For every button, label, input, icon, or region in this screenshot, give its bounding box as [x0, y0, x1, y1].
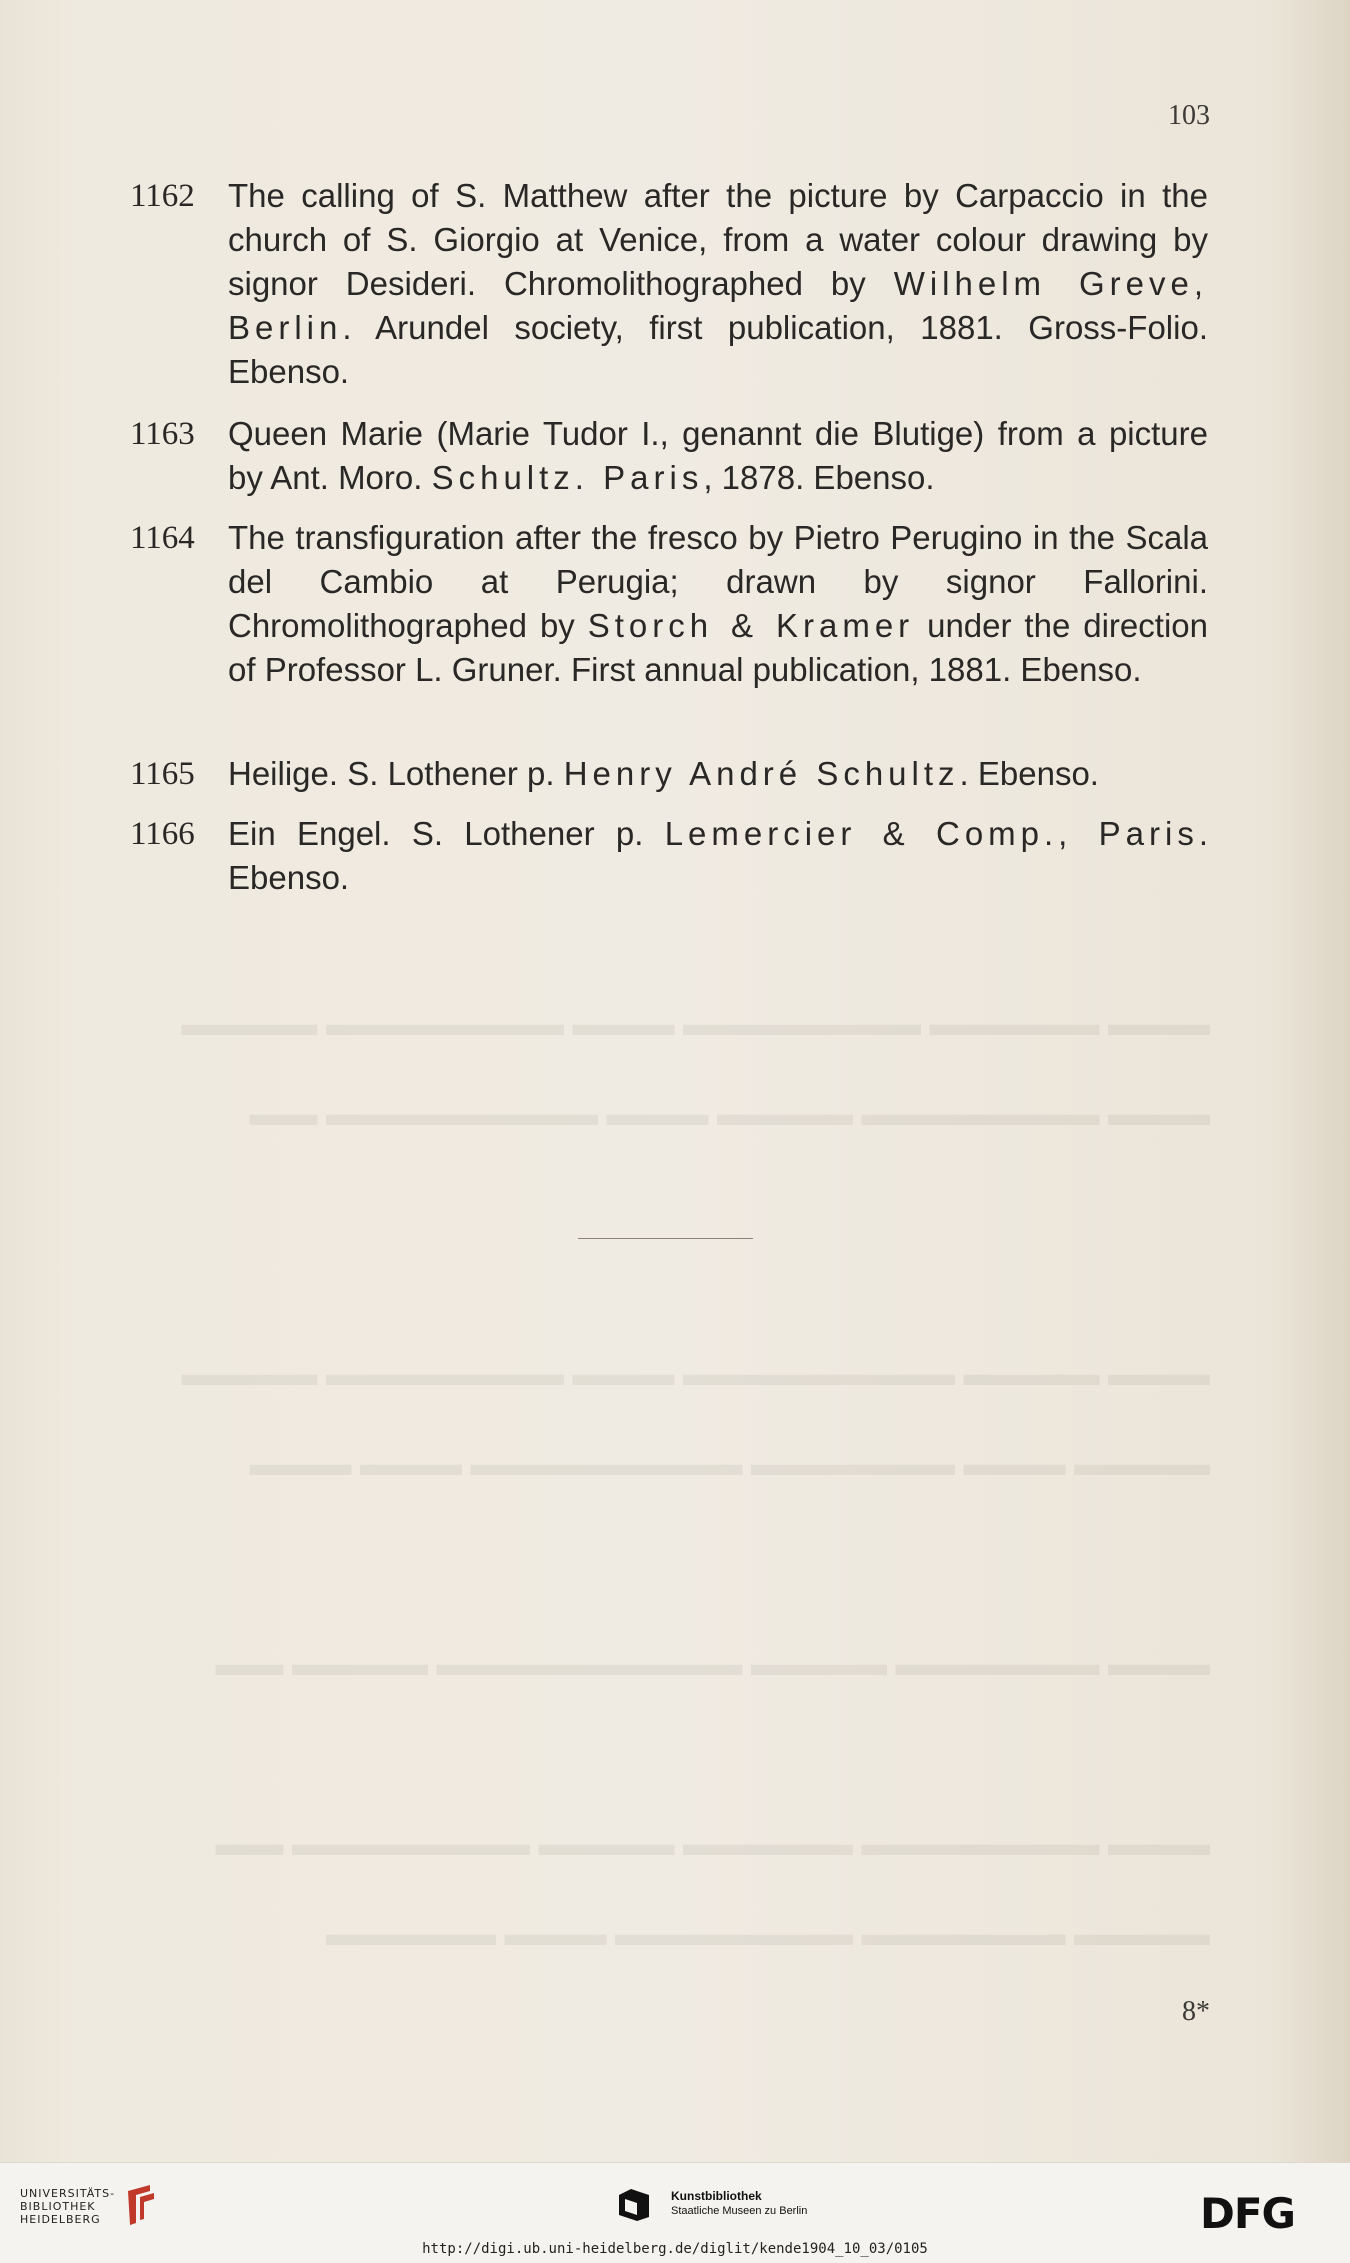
catalog-entry-1163	[130, 412, 1208, 500]
footer-bar	[0, 2162, 1350, 2263]
bleed-through-text: ▬▬▬ ▬▬▬▬ ▬▬▬▬▬▬▬▬ ▬▬▬ ▬▬▬▬▬▬▬ ▬▬▬▬	[181, 1356, 1210, 1393]
entry-text: The transfiguration after the fresco by Pietro Perugino in the Scala del Cambio at Perugia; drawn by signor Fallorini. Chromolithographed by Storch & Kramer under the direction of Professor L. Gruner. First annual publication, 1881. Ebenso.	[228, 519, 1208, 688]
dfg-logo: DFG	[1200, 2189, 1296, 2238]
entry-text: Heilige. S. Lothener p. Henry André Schultz. Ebenso.	[228, 755, 1099, 792]
entry-number: 1163	[130, 416, 195, 452]
page-number: 103	[1168, 100, 1210, 131]
entry-number: 1164	[130, 520, 195, 556]
divider-rule	[578, 1238, 753, 1239]
entry-text: Queen Marie (Marie Tudor I., genannt die Blutige) from a picture by Ant. Moro. Schultz. Paris, 1878. Ebenso.	[228, 415, 1208, 496]
entry-text: Ein Engel. S. Lothener p. Lemercier & Comp., Paris. Ebenso.	[228, 815, 1208, 896]
sheet-signature: 8*	[1182, 1996, 1210, 2027]
bleed-through-text: ▬▬▬ ▬▬▬▬▬▬▬ ▬▬▬▬ ▬▬▬ ▬▬▬▬▬▬▬▬ ▬▬	[249, 1096, 1210, 1133]
bleed-through-text: ▬▬▬ ▬▬▬▬▬▬▬ ▬▬▬▬▬ ▬▬▬▬ ▬▬▬▬▬▬▬ ▬▬	[215, 1826, 1210, 1863]
catalog-entry-1164	[130, 516, 1208, 692]
catalog-entry-1162	[130, 174, 1208, 394]
catalog-entry-1166	[130, 812, 1208, 900]
bleed-through-text: ▬▬▬▬ ▬▬▬▬▬▬ ▬▬▬▬▬▬▬ ▬▬▬ ▬▬▬▬▬	[326, 1916, 1210, 1953]
bleed-through-text: ▬▬▬ ▬▬▬▬▬ ▬▬▬▬▬▬▬ ▬▬▬ ▬▬▬▬▬▬▬ ▬▬▬▬	[181, 1006, 1210, 1043]
entry-number: 1166	[130, 816, 195, 852]
permalink-url[interactable]: http://digi.ub.uni-heidelberg.de/diglit/kende1904_10_03/0105	[422, 2241, 928, 2257]
kunstbibliothek-icon	[617, 2185, 651, 2223]
kunstbibliothek-logo: Kunstbibliothek Staatliche Museen zu Berlin	[617, 2185, 877, 2225]
entry-number: 1162	[130, 178, 195, 214]
heidelberg-university-library-logo: UNIVERSITÄTS- BIBLIOTHEK HEIDELBERG	[20, 2187, 116, 2226]
catalog-entry-1165	[130, 752, 1208, 796]
heidelberg-emblem-icon	[122, 2183, 162, 2229]
bleed-through-text: ▬▬▬ ▬▬▬▬▬▬ ▬▬▬▬ ▬▬▬▬▬▬▬▬▬ ▬▬▬▬ ▬▬	[215, 1646, 1210, 1683]
entry-text: The calling of S. Matthew after the picture by Carpaccio in the church of S. Giorgio at Venice, from a water colour drawing by signor Desideri. Chromolithographed by Wilhelm Greve, Berlin. Arundel society, first publication, 1881. Gross-Folio. Ebenso.	[228, 177, 1208, 390]
bleed-through-text: ▬▬▬▬ ▬▬▬ ▬▬▬▬▬▬ ▬▬▬▬▬▬▬▬ ▬▬▬ ▬▬▬	[249, 1446, 1210, 1483]
entry-number: 1165	[130, 756, 195, 792]
